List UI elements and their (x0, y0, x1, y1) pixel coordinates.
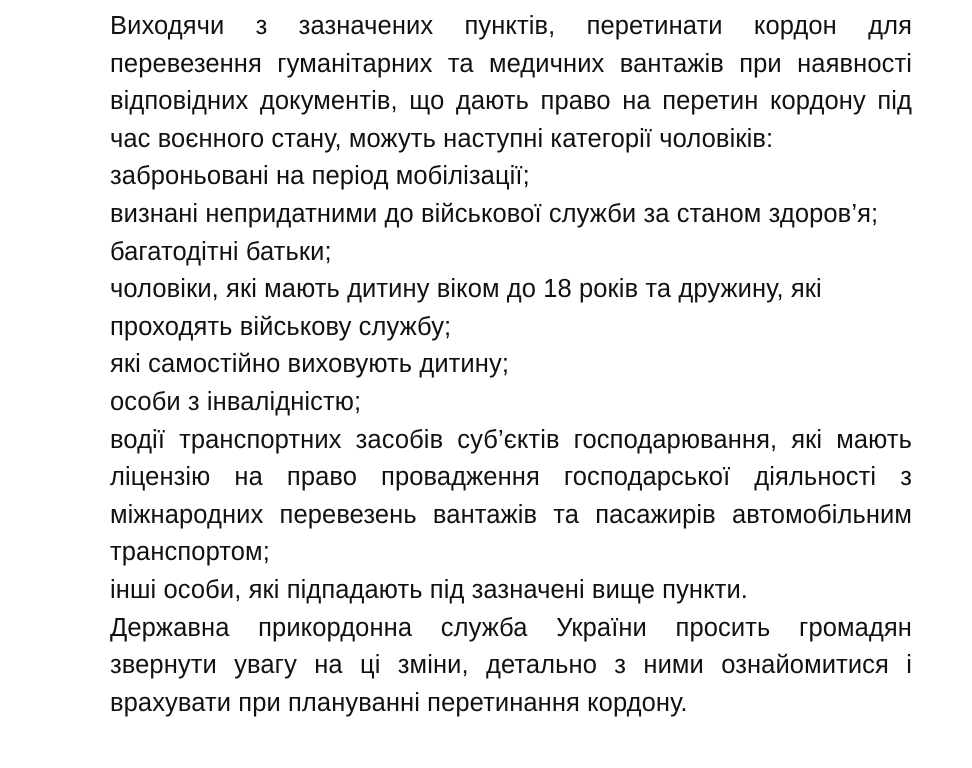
paragraph-intro: Виходячи з зазначених пунктів, перетинати кордон для перевезення гуманітарних та медичних вантажів при наявності відповідних документів, що дають право на перетин кордону під час воєнного стану, можуть наступні категорії чоловіків: (110, 12, 912, 153)
paragraph-item-unfit-health: визнані непридатними до військової служби за станом здоров’я; (110, 199, 879, 228)
paragraph-item-reserved: заброньовані на період мобілізації; (110, 162, 530, 191)
paragraph-item-single-parent: які самостійно виховують дитину; (110, 350, 509, 379)
paragraph-item-many-children: багатодітні батьки; (110, 237, 332, 266)
paragraph-item-child-under-18: чоловіки, які мають дитину віком до 18 років та дружину, які проходять військову службу; (110, 275, 822, 341)
paragraph-item-drivers: водії транспортних засобів суб’єктів господарювання, які мають ліцензію на право провадження господарської діяльності з міжнародних перевезень вантажів та пасажирів автомобільним транспортом; (110, 425, 912, 567)
paragraph-item-disability: особи з інвалідністю; (110, 387, 362, 416)
paragraph-item-others: інші особи, які підпадають під зазначені вище пункти. (110, 575, 748, 604)
paragraph-closing: Державна прикордонна служба України просить громадян звернути увагу на ці зміни, детально з ними ознайомитися і врахувати при плануванні перетинання кордону. (110, 613, 912, 717)
